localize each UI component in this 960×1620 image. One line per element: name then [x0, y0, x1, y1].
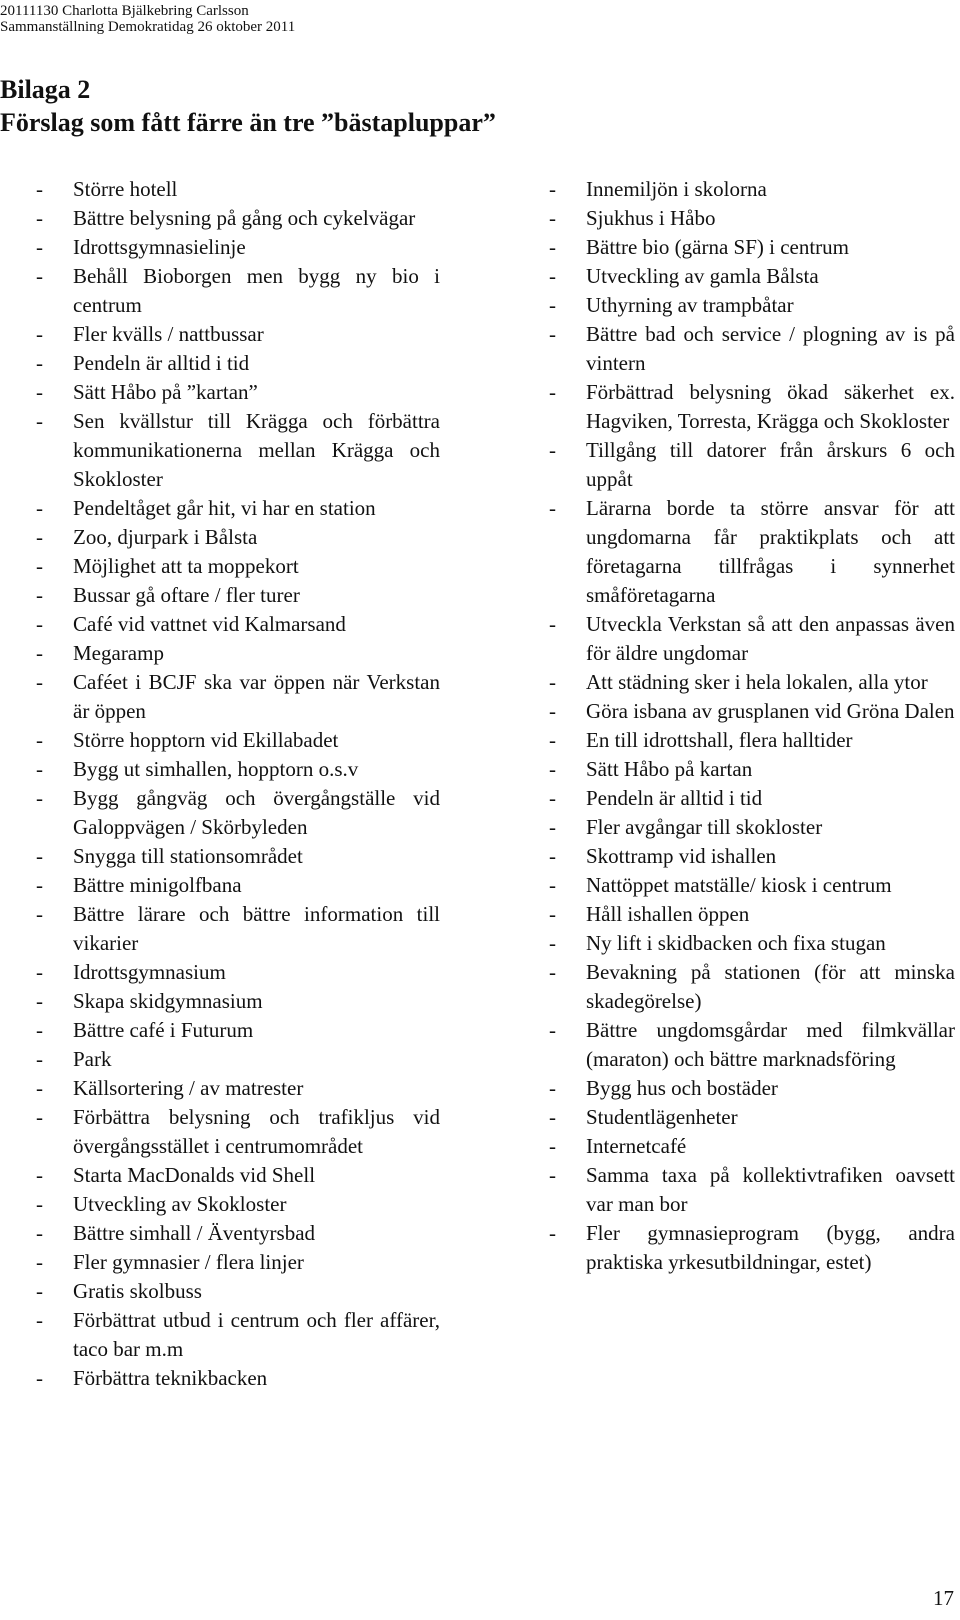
list-item: - Bevakning på stationen (för att minska skadegörelse)	[549, 958, 955, 1016]
list-item: - Pendeln är alltid i tid	[36, 349, 440, 378]
list-item: - Bättre café i Futurum	[36, 1016, 440, 1045]
list-item: - Nattöppet matställe/ kiosk i centrum	[549, 871, 955, 900]
list-item: - Sätt Håbo på ”kartan”	[36, 378, 440, 407]
list-item: - Bygg ut simhallen, hopptorn o.s.v	[36, 755, 440, 784]
list-item: - Större hotell	[36, 175, 440, 204]
list-item: - Utveckla Verkstan så att den anpassas även för äldre ungdomar	[549, 610, 955, 668]
list-item: - Bygg hus och bostäder	[549, 1074, 955, 1103]
list-item: - Större hopptorn vid Ekillabadet	[36, 726, 440, 755]
list-item: - Pendeln är alltid i tid	[549, 784, 955, 813]
list-item: - Bättre lärare och bättre information till vikarier	[36, 900, 440, 958]
list-item: - Bussar gå oftare / fler turer	[36, 581, 440, 610]
list-item: - Förbättra teknikbacken	[36, 1364, 440, 1393]
list-item: - Zoo, djurpark i Bålsta	[36, 523, 440, 552]
list-item: - Bättre bad och service / plogning av is på vintern	[549, 320, 955, 378]
list-item: - Att städning sker i hela lokalen, alla ytor	[549, 668, 955, 697]
list-item: - Bättre simhall / Äventyrsbad	[36, 1219, 440, 1248]
list-item: - Bättre belysning på gång och cykelvägar	[36, 204, 440, 233]
list-item: - Pendeltåget går hit, vi har en station	[36, 494, 440, 523]
list-item: - Studentlägenheter	[549, 1103, 955, 1132]
list-item: - Sjukhus i Håbo	[549, 204, 955, 233]
list-item: - Förbättrad belysning ökad säkerhet ex. Hagviken, Torresta, Krägga och Skokloster	[549, 378, 955, 436]
list-item: - Källsortering / av matrester	[36, 1074, 440, 1103]
list-item: - Fler gymnasieprogram (bygg, andra praktiska yrkesutbildningar, estet)	[549, 1219, 955, 1277]
list-item: - Skottramp vid ishallen	[549, 842, 955, 871]
list-item: - Bättre minigolfbana	[36, 871, 440, 900]
list-item: - Idrottsgymnasielinje	[36, 233, 440, 262]
list-item: - Förbättrat utbud i centrum och fler affärer, taco bar m.m	[36, 1306, 440, 1364]
list-item: - Bättre ungdomsgårdar med filmkvällar (maraton) och bättre marknadsföring	[549, 1016, 955, 1074]
list-item: - Megaramp	[36, 639, 440, 668]
list-item: - Gratis skolbuss	[36, 1277, 440, 1306]
appendix-heading: Bilaga 2	[0, 75, 91, 104]
list-item: - Förbättra belysning och trafikljus vid övergångsstället i centrumområdet	[36, 1103, 440, 1161]
page-number: 17	[933, 1586, 954, 1610]
header-author-date: 20111130 Charlotta Bjälkebring Carlsson	[0, 3, 249, 19]
list-item: - Behåll Bioborgen men bygg ny bio i centrum	[36, 262, 440, 320]
list-item: - Möjlighet att ta moppekort	[36, 552, 440, 581]
list-item: - Park	[36, 1045, 440, 1074]
list-item: - Innemiljön i skolorna	[549, 175, 955, 204]
header-subtitle: Sammanställning Demokratidag 26 oktober 2011	[0, 19, 296, 35]
list-item: - Idrottsgymnasium	[36, 958, 440, 987]
list-item: - Utveckling av gamla Bålsta	[549, 262, 955, 291]
list-item: - Ny lift i skidbacken och fixa stugan	[549, 929, 955, 958]
document-title: Förslag som fått färre än tre ”bästapluppar”	[0, 108, 496, 137]
list-item: - Bygg gångväg och övergångställe vid Galoppvägen / Skörbyleden	[36, 784, 440, 842]
list-item: - Fler kvälls / nattbussar	[36, 320, 440, 349]
list-item: - Fler avgångar till skokloster	[549, 813, 955, 842]
list-item: - Samma taxa på kollektivtrafiken oavsett var man bor	[549, 1161, 955, 1219]
list-item: - Snygga till stationsområdet	[36, 842, 440, 871]
list-item: - Utveckling av Skokloster	[36, 1190, 440, 1219]
list-item: - Skapa skidgymnasium	[36, 987, 440, 1016]
list-item: - Sen kvällstur till Krägga och förbättra kommunikationerna mellan Krägga och Skokloster	[36, 407, 440, 494]
list-item: - Starta MacDonalds vid Shell	[36, 1161, 440, 1190]
list-item: - En till idrottshall, flera halltider	[549, 726, 955, 755]
list-item: - Caféet i BCJF ska var öppen när Verkstan är öppen	[36, 668, 440, 726]
list-item: - Tillgång till datorer från årskurs 6 och uppåt	[549, 436, 955, 494]
list-item: - Lärarna borde ta större ansvar för att ungdomarna får praktikplats och att företagarna tillfrågas i synnerhet småföretagarna	[549, 494, 955, 610]
list-item: - Bättre bio (gärna SF) i centrum	[549, 233, 955, 262]
left-proposal-list	[36, 175, 440, 1393]
list-item: - Sätt Håbo på kartan	[549, 755, 955, 784]
list-item: - Uthyrning av trampbåtar	[549, 291, 955, 320]
list-item: - Internetcafé	[549, 1132, 955, 1161]
list-item: - Fler gymnasier / flera linjer	[36, 1248, 440, 1277]
list-item: - Göra isbana av grusplanen vid Gröna Dalen	[549, 697, 955, 726]
right-proposal-list	[549, 175, 955, 1277]
list-item: - Håll ishallen öppen	[549, 900, 955, 929]
list-item: - Café vid vattnet vid Kalmarsand	[36, 610, 440, 639]
